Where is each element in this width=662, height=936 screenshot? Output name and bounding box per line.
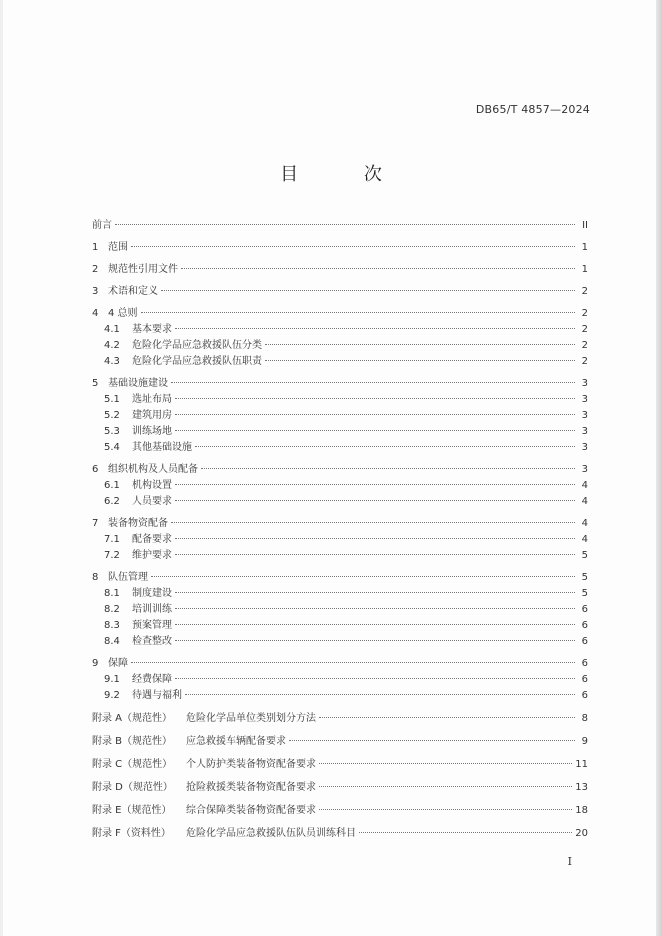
toc-entry-title: 人员要求 (132, 496, 172, 507)
toc-entry-title: 规范性引用文件 (108, 264, 178, 275)
toc-entry-page: 2 (581, 340, 588, 351)
toc-entry-number: 4.2 (104, 340, 120, 351)
toc-entry-number: 8.1 (104, 588, 120, 599)
toc-dot-leader (289, 740, 575, 741)
toc-subsection-entry[interactable] (92, 322, 588, 338)
toc-subsection-entry[interactable] (92, 548, 588, 564)
toc-section-entry[interactable] (92, 376, 588, 392)
toc-entry-page: 2 (581, 286, 588, 297)
toc-dot-leader (171, 522, 575, 523)
toc-dot-leader (175, 678, 575, 679)
toc-dot-leader (359, 832, 572, 833)
toc-entry-title: 配备要求 (132, 534, 172, 545)
toc-entry-number: 7 (92, 518, 99, 529)
toc-dot-leader (175, 554, 575, 555)
toc-dot-leader (171, 382, 575, 383)
toc-entry-page: 4 (581, 534, 588, 545)
toc-dot-leader (175, 624, 575, 625)
toc-appendix-entry[interactable] (92, 780, 588, 796)
toc-entry-title: 基本要求 (132, 324, 172, 335)
toc-entry-number: 附录 F（资料性） (92, 828, 171, 839)
toc-entry-page: 4 (581, 480, 588, 491)
toc-subsection-entry[interactable] (92, 494, 588, 510)
toc-entry-page: 1 (581, 264, 588, 275)
toc-entry-number: 5.3 (104, 426, 120, 437)
toc-section-entry[interactable] (92, 262, 588, 278)
toc-section-entry[interactable] (92, 306, 588, 322)
toc-entry-number: 附录 B（规范性） (92, 736, 173, 747)
toc-entry-number: 7.2 (104, 550, 120, 561)
toc-entry-number: 4.3 (104, 356, 120, 367)
toc-entry-title: 危险化学品应急救援队伍职责 (132, 356, 262, 367)
toc-entry-page: 3 (581, 426, 588, 437)
toc-entry-page: 5 (581, 550, 588, 561)
toc-dot-leader (175, 640, 575, 641)
toc-subsection-entry[interactable] (92, 408, 588, 424)
toc-section-entry[interactable] (92, 462, 588, 478)
toc-dot-leader (175, 484, 575, 485)
toc-section-entry[interactable] (92, 516, 588, 532)
toc-entry-title: 综合保障类装备物资配备要求 (186, 805, 316, 816)
toc-dot-leader (175, 414, 575, 415)
toc-dot-leader (185, 694, 575, 695)
toc-entry-title: 建筑用房 (132, 410, 172, 421)
toc-entry-number: 5.2 (104, 410, 120, 421)
toc-entry-number: 4.1 (104, 324, 120, 335)
toc-entry-title: 危险化学品单位类别划分方法 (186, 713, 316, 724)
toc-subsection-entry[interactable] (92, 672, 588, 688)
toc-entry-page: 1 (581, 242, 588, 253)
toc-appendix-entry[interactable] (92, 803, 588, 819)
toc-entry-page: 6 (581, 658, 588, 669)
document-code: DB65/T 4857—2024 (475, 103, 590, 116)
toc-entry-page: II (582, 220, 588, 231)
toc-entry-title: 应急救援车辆配备要求 (186, 736, 286, 747)
toc-dot-leader (175, 500, 575, 501)
toc-entry-title: 培训训练 (132, 604, 172, 615)
toc-subsection-entry[interactable] (92, 478, 588, 494)
toc-entry-title: 装备物资配备 (108, 518, 168, 529)
toc-subsection-entry[interactable] (92, 392, 588, 408)
toc-entry-title: 选址布局 (132, 394, 172, 405)
toc-entry-number: 9 (92, 658, 99, 669)
toc-dot-leader (115, 224, 575, 225)
toc-section-entry[interactable] (92, 570, 588, 586)
toc-dot-leader (265, 360, 575, 361)
toc-dot-leader (131, 662, 575, 663)
toc-entry-title: 保障 (108, 658, 128, 669)
toc-dot-leader (175, 328, 575, 329)
toc-dot-leader (201, 468, 575, 469)
toc-entry-page: 8 (581, 713, 588, 724)
toc-section-entry[interactable] (92, 218, 588, 234)
toc-entry-page: 2 (581, 308, 588, 319)
toc-entry-title: 制度建设 (132, 588, 172, 599)
toc-dot-leader (175, 398, 575, 399)
toc-subsection-entry[interactable] (92, 618, 588, 634)
toc-entry-number: 5 (92, 378, 99, 389)
toc-entry-page: 6 (581, 636, 588, 647)
toc-entry-title: 维护要求 (132, 550, 172, 561)
toc-entry-page: 6 (581, 674, 588, 685)
toc-entry-number: 6.1 (104, 480, 120, 491)
toc-entry-page: 5 (581, 572, 588, 583)
scan-edge-left (0, 0, 3, 936)
toc-entry-number: 8.2 (104, 604, 120, 615)
toc-dot-leader (319, 717, 575, 718)
toc-entry-number: 1 (92, 242, 99, 253)
toc-entry-page: 18 (575, 805, 588, 816)
toc-entry-page: 3 (581, 464, 588, 475)
toc-entry-number: 附录 A（规范性） (92, 713, 173, 724)
toc-dot-leader (319, 786, 572, 787)
toc-dot-leader (175, 608, 575, 609)
toc-entry-title: 4 总则 (108, 308, 138, 319)
toc-subsection-entry[interactable] (92, 424, 588, 440)
toc-entry-page: 6 (581, 620, 588, 631)
toc-entry-number: 8.3 (104, 620, 120, 631)
toc-dot-leader (319, 763, 572, 764)
toc-entry-title: 危险化学品应急救援队伍分类 (132, 340, 262, 351)
toc-entry-page: 6 (581, 604, 588, 615)
toc-dot-leader (175, 430, 575, 431)
toc-entry-number: 4 (92, 308, 99, 319)
toc-entry-page: 11 (575, 759, 588, 770)
toc-entry-title: 待遇与福利 (132, 690, 182, 701)
toc-appendix-entry[interactable] (92, 826, 588, 842)
toc-section-entry[interactable] (92, 240, 588, 256)
toc-entry-title: 范围 (108, 242, 128, 253)
toc-dot-leader (175, 592, 575, 593)
toc-entry-page: 3 (581, 410, 588, 421)
toc-subsection-entry[interactable] (92, 532, 588, 548)
page-title: 目 次 (280, 164, 412, 185)
toc-entry-title: 前言 (92, 220, 112, 231)
toc-entry-title: 抢险救援类装备物资配备要求 (186, 782, 316, 793)
toc-entry-page: 3 (581, 378, 588, 389)
toc-subsection-entry[interactable] (92, 338, 588, 354)
toc-entry-number: 5.1 (104, 394, 120, 405)
toc-entry-number: 5.4 (104, 442, 120, 453)
toc-subsection-entry[interactable] (92, 440, 588, 456)
toc-entry-number: 6.2 (104, 496, 120, 507)
toc-appendix-entry[interactable] (92, 711, 588, 727)
toc-entry-number: 2 (92, 264, 99, 275)
toc-dot-leader (265, 344, 575, 345)
toc-entry-title: 队伍管理 (108, 572, 148, 583)
toc-entry-number: 3 (92, 286, 99, 297)
toc-entry-title: 机构设置 (132, 480, 172, 491)
toc-entry-page: 3 (581, 394, 588, 405)
toc-dot-leader (195, 446, 575, 447)
toc-entry-page: 3 (581, 442, 588, 453)
toc-entry-number: 9.2 (104, 690, 120, 701)
toc-dot-leader (151, 576, 575, 577)
toc-entry-title: 术语和定义 (108, 286, 158, 297)
toc-subsection-entry[interactable] (92, 688, 588, 704)
toc-entry-number: 7.1 (104, 534, 120, 545)
toc-dot-leader (319, 809, 572, 810)
toc-entry-page: 6 (581, 690, 588, 701)
toc-entry-number: 附录 D（规范性） (92, 782, 173, 793)
toc-entry-title: 经费保障 (132, 674, 172, 685)
toc-subsection-entry[interactable] (92, 354, 588, 370)
table-of-contents (92, 218, 588, 842)
toc-entry-page: 9 (581, 736, 588, 747)
toc-entry-page: 4 (581, 518, 588, 529)
toc-subsection-entry[interactable] (92, 634, 588, 650)
toc-entry-page: 2 (581, 324, 588, 335)
toc-entry-title: 个人防护类装备物资配备要求 (186, 759, 316, 770)
toc-dot-leader (161, 290, 575, 291)
toc-subsection-entry[interactable] (92, 586, 588, 602)
toc-entry-title: 组织机构及人员配备 (108, 464, 198, 475)
toc-entry-number: 附录 C（规范性） (92, 759, 173, 770)
toc-entry-page: 20 (575, 828, 588, 839)
page-number: I (567, 855, 572, 868)
toc-dot-leader (131, 246, 575, 247)
toc-entry-number: 附录 E（规范性） (92, 805, 172, 816)
toc-entry-title: 预案管理 (132, 620, 172, 631)
toc-entry-number: 8.4 (104, 636, 120, 647)
toc-appendix-entry[interactable] (92, 757, 588, 773)
toc-dot-leader (141, 312, 575, 313)
toc-dot-leader (175, 538, 575, 539)
toc-entry-title: 危险化学品应急救援队伍队员训练科目 (186, 828, 356, 839)
toc-entry-title: 检查整改 (132, 636, 172, 647)
toc-entry-number: 9.1 (104, 674, 120, 685)
toc-entry-number: 6 (92, 464, 99, 475)
toc-dot-leader (181, 268, 575, 269)
scan-edge-shadow (656, 0, 662, 936)
toc-entry-page: 2 (581, 356, 588, 367)
toc-entry-page: 4 (581, 496, 588, 507)
toc-subsection-entry[interactable] (92, 602, 588, 618)
toc-entry-title: 训练场地 (132, 426, 172, 437)
toc-entry-number: 8 (92, 572, 99, 583)
toc-section-entry[interactable] (92, 284, 588, 300)
toc-entry-title: 其他基础设施 (132, 442, 192, 453)
toc-appendix-entry[interactable] (92, 734, 588, 750)
toc-section-entry[interactable] (92, 656, 588, 672)
toc-entry-title: 基础设施建设 (108, 378, 168, 389)
toc-entry-page: 5 (581, 588, 588, 599)
toc-entry-page: 13 (575, 782, 588, 793)
